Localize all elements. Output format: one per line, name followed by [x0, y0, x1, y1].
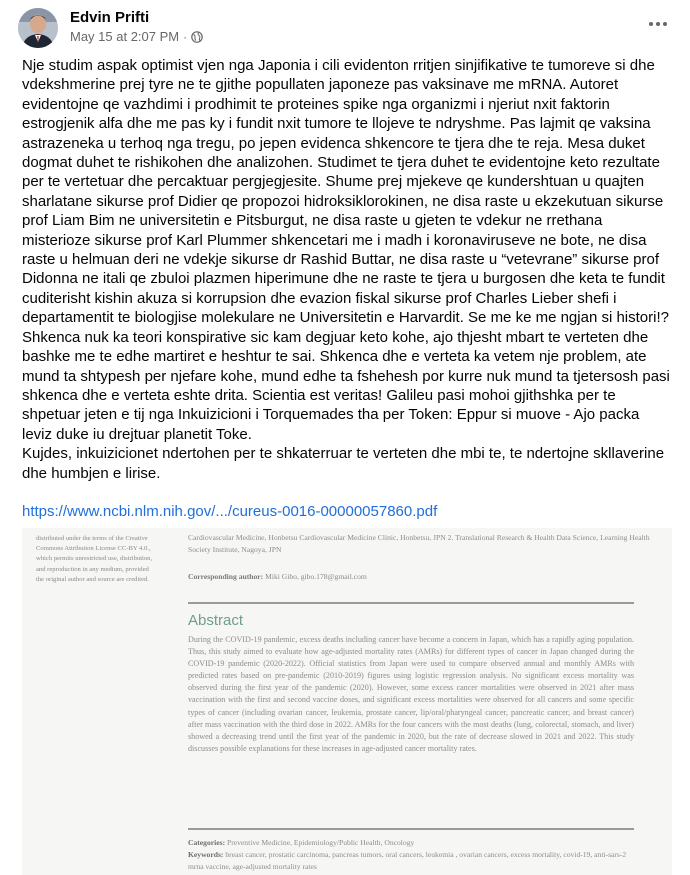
more-dot [649, 22, 653, 26]
post-meta [70, 29, 203, 44]
categories-value: Preventive Medicine, Epidemiology/Public Health, Oncology [227, 838, 415, 847]
paper-divider [188, 602, 634, 604]
post-paragraph: Kujdes, inkuizicionet ndertohen per te shkaterruar te verteten dhe mbi te, te ndertojne skllaverine dhe humbjen e lirise. [22, 445, 665, 482]
avatar[interactable] [18, 8, 58, 48]
corresponding-label: Corresponding author: [188, 572, 264, 581]
post-header [18, 8, 672, 48]
paper-corresponding-author [188, 572, 367, 581]
paper-divider [188, 828, 634, 830]
keywords-label: Keywords: [188, 850, 224, 859]
categories-line [188, 837, 634, 849]
paper-categories [188, 837, 634, 873]
meta-separator: · [183, 29, 188, 44]
categories-label: Categories: [188, 838, 226, 847]
avatar-image [18, 8, 58, 48]
globe-icon[interactable] [191, 31, 203, 43]
paper-abstract-text: During the COVID-19 pandemic, excess deaths including cancer have become a concern in Japan, which has a rapidly aging population. Thus, this study aimed to evaluate how age-adjusted mortality rates (AMRs) for different types of cancer in Japan changed during the COVID-19 pandemic (2020-2022). Official statistics from Japan were used to compare observed annual and monthly AMRs with predicted rates based on pre-pandemic (2010-2019) figures using logistic regression analysis. No significant excess mortality was observed during the first year of the pandemic (2020). However, some excess cancer mortalities were observed in 2021 after mass vaccination with the first and second vaccine doses, and significant excess mortalities were observed for all cancers and some specific types of cancer (including ovarian cancer, leukemia, prostate cancer, lip/oral/pharyngeal cancer, pancreatic cancer, and breast cancer) after mass vaccination with the third dose in 2022. AMRs for the four cancers with the most deaths (lung, colorectal, stomach, and liver) showed a decreasing trend until the first year of the pandemic in 2020, but the rate of decrease slowed in 2021 and 2022. This study discusses possible explanations for these increases in age-adjusted cancer mortality rates. [188, 635, 634, 753]
keywords-value: breast cancer, prostatic carcinoma, pancreas tumors, oral cancers, leukemia , ovarian cancers, excess mortality, covid-19, anti-sars-2 mrna vaccine, age-adjusted mortality rates [188, 850, 627, 871]
author-name[interactable]: Edvin Prifti [70, 9, 150, 26]
paper-affiliation: Cardiovascular Medicine, Honbetsu Cardiovascular Medicine Clinic, Honbetsu, JPN 2. Translational Research & Health Data Science, Learning Health Society Institute, Nagoya, JPN [188, 533, 650, 554]
keywords-line [188, 849, 634, 873]
corresponding-value: Miki Gibo, gibo.178@gmail.com [265, 572, 367, 581]
paper-abstract-title: Abstract [188, 612, 244, 629]
more-dot [663, 22, 667, 26]
paper-license-text: distributed under the terms of the Creative Commons Attribution License CC-BY 4.0., which permits unrestricted use, distribution, and reproduction in any medium, provided the original author and source are credited. [36, 535, 153, 583]
post-timestamp[interactable]: May 15 at 2:07 PM [70, 29, 180, 44]
article-link[interactable]: https://www.ncbi.nlm.nih.gov/.../cureus-0016-00000057860.pdf [22, 503, 438, 520]
more-options-icon[interactable] [644, 14, 672, 34]
attached-paper-image[interactable] [22, 528, 672, 875]
post-text [22, 56, 672, 483]
post-paragraph: Nje studim aspak optimist vjen nga Japonia i cili evidenton rritjen sinjifikative te tumoreve si dhe vdekshmerine prej tyre ne te gjithe popullaten japoneze pas vaksinave me mRNA. Autoret evidentojne qe vazhdimi i prodhimit te proteines spike nga organizmi i njeriut nxit faktorin estrogjenik alfa dhe me pas ky i fundit nxit tumore te llojeve te ndryshme. Pas lajmit qe vaksina astrazeneka u terhoq nga tregu, po jepen evidenca shkencore te tjera dhe te reja. Mesa duket dogmat duhet te rishikohen dhe analizohen. Studimet te tjera duhet te evidentojne keto rezultate per te vertetuar dhe percaktuar pergjegjesite. Shume prej mjekeve qe kundershtuan u quajten sharlatane sikurse prof Didier qe propozoi hidroksiklorokinen, ne disa raste u ekzekutuan sikurse prof Liam Bim ne universitetin e Pitsburgut, ne disa raste u gjeten te vdekur ne rrethana misterioze sikurse prof Karl Plummer shkencetari me i madh i koronaviruseve ne bote, ne disa raste u helmuan deri ne vdekje sikurse dr Rashid Buttar, ne disa raste u “vetevrane” sikurse prof Didonna ne itali qe zbuloi plazmen hiperimune dhe ne raste te tjera u burgosen dhe keta te fundit cuditerisht kishin akuza si korrupsion dhe evazion fiskal sikurse prof Charles Lieber shefi i departamentit te biologjise molekulare ne Universitetin e Harvardit. Se me ke me ngjan si histori!? Shkenca nuk ka teori konspirative sic kam degjuar keto kohe, ajo thjesht mbart te verteten dhe bashke me te edhe martiret e heshtur te sai. Shkenca dhe e verteta ka vetem nje problem, ate mund ta shtypesh per njefare kohe, mund edhe ta fshehesh por kurre nuk mund ta tjetersosh pasi shkenca dhe e verteta eshte drita. Scientia est veritas! Galileu pasi mohoi gjithshka per te shpetuar jeten e tij nga Inkuizicioni i Torquemades tha per Token: Eppur si muove - Ajo packa leviz duke iu drejtuar planetit Toke. [22, 57, 670, 443]
more-dot [656, 22, 660, 26]
